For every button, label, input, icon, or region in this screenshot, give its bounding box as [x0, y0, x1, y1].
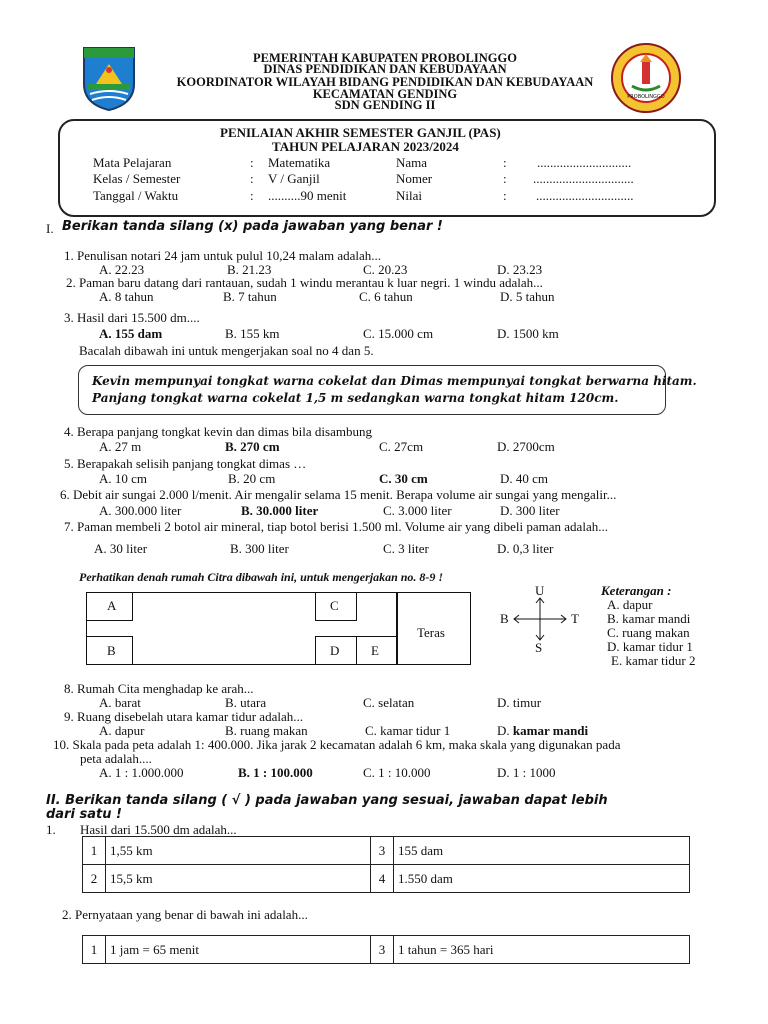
room-b-label: B — [107, 643, 116, 658]
s2q1-option-2[interactable]: 15,5 km — [106, 865, 371, 893]
nama-field[interactable]: ............................. — [537, 155, 632, 170]
s2q2-option-1[interactable]: 1 jam = 65 menit — [106, 936, 371, 964]
s2q1-cell-num: 1 — [83, 837, 106, 865]
denah-caption: Perhatikan denah rumah Citra dibawah ini, untuk mengerjakan no. 8-9 ! — [79, 570, 444, 584]
q10-option-b[interactable]: B. 1 : 100.000 — [238, 765, 313, 780]
q7-option-a[interactable]: A. 30 liter — [94, 541, 148, 556]
s2q1-option-1[interactable]: 1,55 km — [106, 837, 371, 865]
q2-option-d[interactable]: D. 5 tahun — [500, 289, 555, 304]
q9-option-a[interactable]: A. dapur — [99, 723, 145, 738]
colon: : — [503, 171, 507, 186]
legend-c: C. ruang makan — [607, 625, 690, 640]
q10-option-a[interactable]: A. 1 : 1.000.000 — [99, 765, 184, 780]
s2q1-cell-num: 4 — [371, 865, 394, 893]
q7-text: 7. Paman membeli 2 botol air mineral, tiap botol berisi 1.500 ml. Volume air yang dibeli paman adalah... — [64, 519, 608, 534]
s2q1-text: Hasil dari 15.500 dm adalah... — [80, 822, 237, 837]
s2q2-option-3[interactable]: 1 tahun = 365 hari — [394, 936, 690, 964]
s2q2-cell-num: 1 — [83, 936, 106, 964]
story-box — [78, 365, 666, 415]
q2-text: 2. Paman baru datang dari rantauan, sudah 1 windu merantau k luar negri. 1 windu adalah... — [66, 275, 543, 290]
q8-text: 8. Rumah Cita menghadap ke arah... — [64, 681, 254, 696]
q1-option-b[interactable]: B. 21.23 — [227, 262, 272, 277]
q8-option-a[interactable]: A. barat — [99, 695, 141, 710]
colon: : — [503, 155, 507, 170]
story-line-1: Kevin mempunyai tongkat warna cokelat dan Dimas mempunyai tongkat berwarna hitam. — [92, 374, 697, 388]
q6-option-d[interactable]: D. 300 liter — [500, 503, 560, 518]
q9-option-b[interactable]: B. ruang makan — [225, 723, 308, 738]
q8-option-d[interactable]: D. timur — [497, 695, 542, 710]
kelas-value: V / Ganjil — [268, 171, 320, 186]
header-line-1: PEMERINTAH KABUPATEN PROBOLINGGO — [253, 51, 517, 65]
colon: : — [250, 155, 254, 170]
tanggal-value: ..........90 menit — [268, 188, 347, 203]
colon: : — [250, 171, 254, 186]
compass-east: T — [571, 611, 579, 626]
q9-option-d-text: kamar mandi — [512, 723, 589, 738]
mapel-label: Mata Pelajaran — [93, 155, 172, 170]
room-d-label: D — [330, 643, 340, 658]
q6-option-a[interactable]: A. 300.000 liter — [99, 503, 182, 518]
q1-option-d[interactable]: D. 23.23 — [497, 262, 543, 277]
table-row — [83, 837, 690, 865]
s2q1-option-3[interactable]: 155 dam — [394, 837, 690, 865]
s2q1-options-table — [82, 836, 690, 893]
emblem-label: PROBOLINGGO — [627, 94, 665, 100]
header-line-2: DINAS PENDIDIKAN DAN KEBUDAYAAN — [263, 62, 507, 76]
s2q1-option-4[interactable]: 1.550 dam — [394, 865, 690, 893]
story-line-2: Panjang tongkat warna cokelat 1,5 m sedangkan warna tongkat hitam 120cm. — [92, 391, 619, 405]
q2-option-c[interactable]: C. 6 tahun — [359, 289, 413, 304]
compass-north: U — [535, 583, 545, 598]
section1-number: I. — [46, 221, 54, 236]
q10-text-1: 10. Skala pada peta adalah 1: 400.000. Jika jarak 2 kecamatan adalah 6 km, maka skala yang digunakan pada — [53, 737, 621, 752]
header-line-4: KECAMATAN GENDING — [312, 87, 458, 101]
read-note: Bacalah dibawah ini untuk mengerjakan soal no 4 dan 5. — [79, 343, 374, 358]
q5-text: 5. Berapakah selisih panjang tongkat dimas … — [64, 456, 307, 471]
tanggal-label: Tanggal / Waktu — [93, 188, 179, 203]
s2q1-cell-num: 2 — [83, 865, 106, 893]
q3-option-a[interactable]: A. 155 dam — [99, 326, 163, 341]
nomer-field[interactable]: ............................... — [533, 171, 634, 186]
colon: : — [503, 188, 507, 203]
table-row — [83, 865, 690, 893]
q10-option-c[interactable]: C. 1 : 10.000 — [363, 765, 431, 780]
q9-option-c[interactable]: C. kamar tidur 1 — [365, 723, 451, 738]
section1-title: Berikan tanda silang (x) pada jawaban yang benar ! — [62, 219, 443, 234]
q4-option-a[interactable]: A. 27 m — [99, 439, 142, 454]
header-line-5: SDN GENDING II — [334, 98, 436, 112]
exam-title-1: PENILAIAN AKHIR SEMESTER GANJIL (PAS) — [220, 125, 501, 140]
legend-d: D. kamar tidur 1 — [607, 639, 693, 654]
q3-option-b[interactable]: B. 155 km — [225, 326, 280, 341]
q9-option-d-prefix: D. — [497, 723, 510, 738]
header-line-3: KOORDINATOR WILAYAH BIDANG PENDIDIKAN DAN KEBUDAYAAN — [176, 75, 594, 89]
room-c-label: C — [330, 598, 339, 613]
q7-option-d[interactable]: D. 0,3 liter — [497, 541, 554, 556]
q1-option-c[interactable]: C. 20.23 — [363, 262, 408, 277]
q1-text: 1. Penulisan notari 24 jam untuk pulul 10,24 malam adalah... — [64, 248, 382, 263]
legend-b: B. kamar mandi — [607, 611, 691, 626]
s2q1-cell-num: 3 — [371, 837, 394, 865]
q7-option-c[interactable]: C. 3 liter — [383, 541, 429, 556]
section2-title-2: dari satu ! — [46, 807, 122, 822]
legend-a: A. dapur — [607, 597, 653, 612]
q5-option-c[interactable]: C. 30 cm — [379, 471, 428, 486]
compass-west: B — [500, 611, 509, 626]
q5-option-a[interactable]: A. 10 cm — [99, 471, 148, 486]
s2q2-options-table — [82, 935, 690, 964]
q3-option-c[interactable]: C. 15.000 cm — [363, 326, 434, 341]
q10-text-2: peta adalah.... — [80, 751, 152, 766]
nomer-label: Nomer — [396, 171, 433, 186]
nama-label: Nama — [396, 155, 428, 170]
section2-title-1: II. Berikan tanda silang ( √ ) pada jawaban yang sesuai, jawaban dapat lebih — [46, 793, 608, 808]
q4-option-b[interactable]: B. 270 cm — [225, 439, 280, 454]
q6-option-b[interactable]: B. 30.000 liter — [241, 503, 319, 518]
legend-e: E. kamar tidur 2 — [611, 653, 696, 668]
table-row — [83, 936, 690, 964]
compass-arrows-icon — [510, 596, 570, 642]
q4-text: 4. Berapa panjang tongkat kevin dan dimas bila disambung — [64, 424, 372, 439]
s2q2-text: 2. Pernyataan yang benar di bawah ini adalah... — [62, 907, 308, 922]
s2q1-number: 1. — [46, 822, 56, 837]
nilai-field[interactable]: .............................. — [536, 188, 634, 203]
compass-south: S — [535, 640, 543, 655]
exam-title-2: TAHUN PELAJARAN 2023/2024 — [272, 139, 459, 154]
q2-option-a[interactable]: A. 8 tahun — [99, 289, 154, 304]
q7-option-b[interactable]: B. 300 liter — [230, 541, 289, 556]
q10-option-d[interactable]: D. 1 : 1000 — [497, 765, 556, 780]
q6-option-c[interactable]: C. 3.000 liter — [383, 503, 452, 518]
q1-option-a[interactable]: A. 22.23 — [99, 262, 145, 277]
q4-option-d[interactable]: D. 2700cm — [497, 439, 555, 454]
probolinggo-shield-logo — [78, 44, 140, 112]
q6-text: 6. Debit air sungai 2.000 l/menit. Air mengalir selama 15 menit. Berapa volume air sungai yang mengalir... — [60, 487, 617, 502]
q3-text: 3. Hasil dari 15.500 dm.... — [64, 310, 200, 325]
q2-option-b[interactable]: B. 7 tahun — [223, 289, 277, 304]
nilai-label: Nilai — [396, 188, 422, 203]
teras-label: Teras — [417, 625, 445, 640]
q4-option-c[interactable]: C. 27cm — [379, 439, 424, 454]
q5-option-b[interactable]: B. 20 cm — [228, 471, 276, 486]
q9-text: 9. Ruang disebelah utara kamar tidur adalah... — [64, 709, 303, 724]
s2q2-cell-num: 3 — [371, 936, 394, 964]
kelas-label: Kelas / Semester — [93, 171, 181, 186]
q8-option-c[interactable]: C. selatan — [363, 695, 415, 710]
colon: : — [250, 188, 254, 203]
q5-option-d[interactable]: D. 40 cm — [500, 471, 549, 486]
room-a-label: A — [107, 598, 117, 613]
q3-option-d[interactable]: D. 1500 km — [497, 326, 559, 341]
legend-title: Keterangan : — [601, 583, 672, 598]
room-e-label: E — [371, 643, 379, 658]
mapel-value: Matematika — [268, 155, 331, 170]
q8-option-b[interactable]: B. utara — [225, 695, 267, 710]
